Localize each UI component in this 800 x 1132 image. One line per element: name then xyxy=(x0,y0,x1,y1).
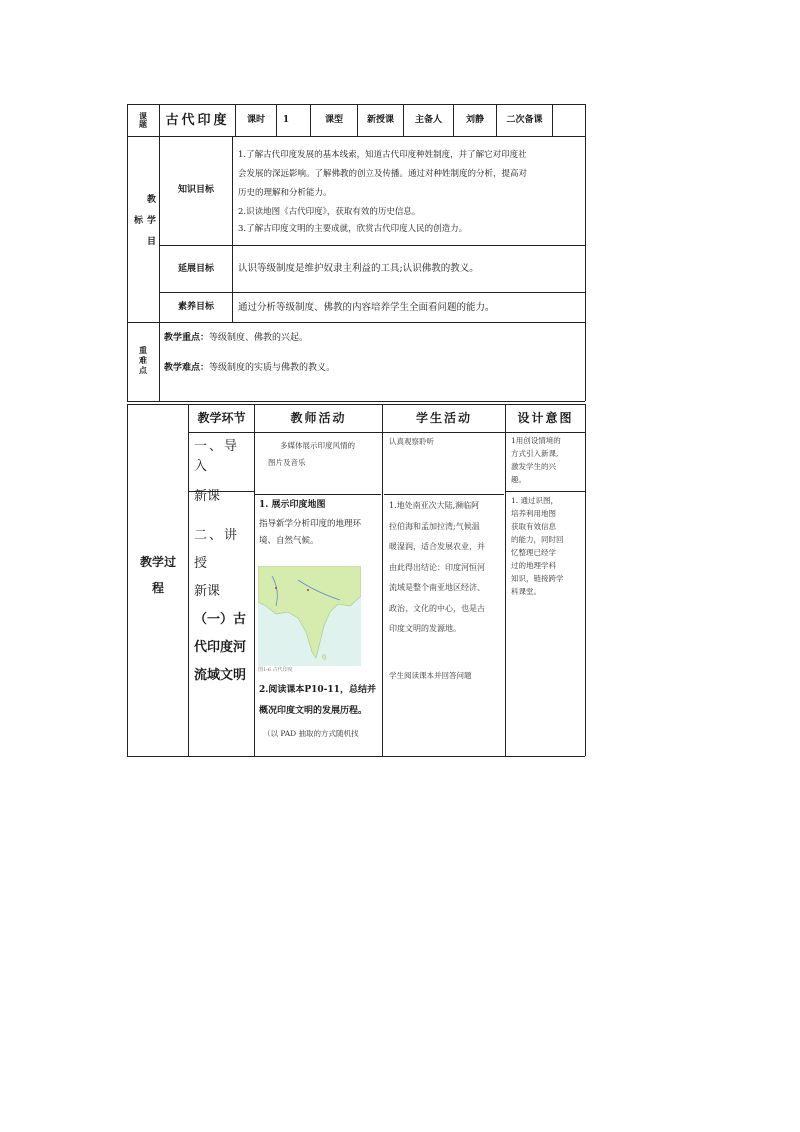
literacy-objective-text: 通过分析等级制度、佛教的内容培养学生全面看问题的能力。 xyxy=(238,302,495,313)
preparer-name: 刘静 xyxy=(465,114,484,125)
step2-teacher-tail: （以 PAD 抽取的方式随机找 xyxy=(263,729,359,738)
step2-name-line: 二、讲授 xyxy=(194,528,240,571)
knowledge-label: 知识目标 xyxy=(177,185,214,195)
step2-design-intent xyxy=(511,494,583,598)
hours-label: 课时 xyxy=(246,114,265,125)
step2-teacher-line: 指导新学分析印度的地理环 xyxy=(259,519,362,529)
step2-teacher-line: 境、自然气候。 xyxy=(259,536,319,546)
step2-teacher-title2 xyxy=(259,680,383,722)
step2-student-line: 暖湿润，适合发展农业，并 xyxy=(389,542,485,551)
step1-intent-line: 1用创设情境的 xyxy=(511,436,561,445)
step2-teacher-activity xyxy=(259,516,381,550)
step2-student-line: 政治、文化的中心，也是古 xyxy=(389,603,485,613)
step2-intent-line: 科课堂。 xyxy=(511,587,541,596)
knowledge-line: 3.了解古印度文明的主要成就，欣赏古代印度人民的创造力。 xyxy=(238,224,468,234)
difficult-point-label: 教学难点： xyxy=(164,363,210,373)
step1-name-line: 新课 xyxy=(194,489,221,504)
type-value: 新授课 xyxy=(366,114,394,125)
step2-name-line: 新课 xyxy=(194,584,221,599)
knowledge-line: 2.识读地图《古代印度》，获取有效的历史信息。 xyxy=(238,207,421,217)
topic-title: 古代印度 xyxy=(165,112,230,128)
step2-teacher-title: 1. 展示印度地图 xyxy=(259,500,326,510)
ancient-india-map xyxy=(258,566,361,666)
step2-student-line: 1.地处南亚次大陆,濒临阿 xyxy=(389,501,480,510)
objectives-section-label: 教学目标 xyxy=(132,193,155,257)
knowledge-line: 1.了解古代印度发展的基本线索，知道古代印度种姓制度，并了解它对印度社 xyxy=(238,150,527,160)
step1-teacher-line: 图片及音乐 xyxy=(268,457,306,467)
step2-intent-line: 1. 通过识图， xyxy=(511,496,559,505)
map-city-marker xyxy=(275,587,277,589)
step2-student-line: 印度文明的发源地。 xyxy=(389,624,461,633)
step2-intent-line: 培养利用地图 xyxy=(511,509,556,518)
key-point-text: 等级制度、佛教的兴起。 xyxy=(209,333,309,343)
step2-name xyxy=(194,522,252,690)
col-header-teacher: 教师活动 xyxy=(290,410,347,425)
step2-teacher-title2-line: 2.阅读课本P10-11，总结并 xyxy=(259,685,376,695)
step1-design-intent xyxy=(511,434,583,486)
col-header-step: 教学环节 xyxy=(197,410,246,425)
step2-student-line: 流域是整个南亚地区经济、 xyxy=(389,583,485,592)
step2-intent-line: 过的地理学科 xyxy=(511,561,556,570)
step1-teacher-activity xyxy=(268,438,380,471)
step1-name xyxy=(194,437,252,507)
key-point-row xyxy=(164,332,564,345)
step1-intent-line: 方式引入新课, xyxy=(511,449,559,458)
key-points-section-label: 重难点 xyxy=(138,346,149,376)
step1-name-line: 一、导入 xyxy=(194,439,240,474)
hours-value: 1 xyxy=(282,114,290,125)
step2-name-line: （一）古 xyxy=(194,612,247,627)
step1-student-activity: 认真观察聆听 xyxy=(389,437,434,446)
step2-teacher-title2-line: 概况印度文明的发展历程。 xyxy=(259,706,368,716)
second-prep-label: 二次备课 xyxy=(506,114,543,125)
type-label: 课型 xyxy=(324,114,343,125)
step2-student-line: 由此得出结论：印度河恒河 xyxy=(389,562,485,572)
step2-student-line: 拉伯海和孟加拉湾;气候温 xyxy=(389,521,480,531)
topic-label: 课题 xyxy=(138,112,149,128)
step2-student-tail: 学生阅读课本并回答问题 xyxy=(389,671,472,680)
step2-intent-line: 知识，链接跨学 xyxy=(511,574,564,583)
col-header-intent: 设计意图 xyxy=(517,410,574,425)
literacy-objective-label: 素养目标 xyxy=(177,302,214,312)
knowledge-line: 会发展的深远影响。了解佛教的创立及传播。通过对种姓制度的分析，提高对 xyxy=(238,169,528,179)
step2-intent-line: 获取有效信息 xyxy=(511,522,556,531)
key-point-label: 教学重点： xyxy=(164,333,210,343)
map-caption: 图1-6 古代印度 xyxy=(258,667,293,673)
knowledge-text xyxy=(238,146,582,238)
difficult-point-text: 等级制度的实质与佛教的教义。 xyxy=(209,363,336,373)
map-land xyxy=(258,566,361,658)
step1-teacher-line: 多媒体展示印度风情的 xyxy=(280,441,355,450)
step1-intent-line: 趣。 xyxy=(511,475,526,484)
difficult-point-row xyxy=(164,362,564,375)
step2-intent-line: 忆整理已经学 xyxy=(511,548,556,557)
knowledge-line: 历史的理解和分析能力。 xyxy=(238,188,332,198)
step1-intent-line: 激发学生的兴 xyxy=(511,462,556,471)
step2-student-activity xyxy=(389,496,505,640)
map-city-marker xyxy=(307,589,309,591)
process-section-label: 教学过程 xyxy=(139,555,176,595)
step2-name-line: 流域文明 xyxy=(194,668,247,683)
step2-name-line: 代印度河 xyxy=(194,640,247,655)
preparer-label: 主备人 xyxy=(414,114,442,125)
value-objective-label: 延展目标 xyxy=(177,263,214,274)
map-island xyxy=(322,654,326,659)
value-objective-text: 认识等级制度是维护奴隶主利益的工具;认识佛教的教义。 xyxy=(238,263,479,274)
step2-intent-line: 的能力，同时回 xyxy=(511,535,564,544)
col-header-student: 学生活动 xyxy=(415,410,472,425)
